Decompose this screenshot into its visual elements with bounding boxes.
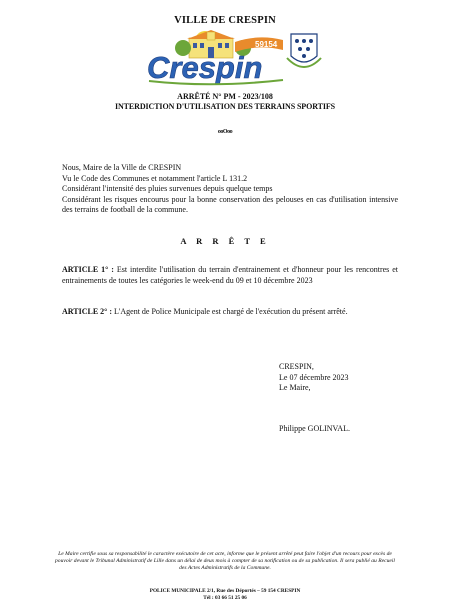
preamble-line: Nous, Maire de la Ville de CRESPIN — [62, 163, 182, 172]
signature-block — [279, 362, 349, 394]
signature-role: Le Maire, — [279, 383, 311, 392]
town-name: VILLE DE CRESPIN — [174, 15, 276, 26]
preamble-line: Considérant l'intensité des pluies survenues depuis quelque temps — [62, 184, 273, 193]
preamble-line: Vu le Code des Communes et notamment l'article L 131.2 — [62, 173, 248, 183]
decree-heading: A R R Ê T E — [180, 236, 270, 246]
legal-notice: Le Maire certifie sous sa responsabilité le caractère exécutoire de cet acte, informe que le présent arrêté peut faire l'objet d'un recours pour excès de pouvoir devant le Tribunal Administratif de Lille dans un délai de deux mois à compter de sa notification ou de sa publication. Il sera publié au Recueil des Actes Administratifs de la Commune. — [55, 551, 395, 572]
footer-phone: Tél : 03 66 51 25 06 — [203, 594, 247, 601]
footer-contact — [0, 588, 450, 601]
logo-postcode: 59154 — [255, 40, 278, 49]
article-text: L'Agent de Police Municipale est chargé de l'exécution du présent arrêté. — [112, 307, 348, 316]
article-1 — [62, 265, 398, 286]
article-label: ARTICLE 2° : — [62, 307, 113, 316]
ornament-divider: ooOoo — [217, 129, 233, 135]
arrete-title: INTERDICTION D'UTILISATION DES TERRAINS SPORTIFS — [114, 102, 336, 111]
signature-date: Le 07 décembre 2023 — [279, 372, 349, 382]
article-2 — [62, 307, 398, 318]
logo-wordmark: Crespin — [147, 50, 263, 85]
signatory-name: Philippe GOLINVAL. — [279, 424, 350, 433]
footer-address: POLICE MUNICIPALE 2/1, Rue des Déportés – 59 154 CRESPIN — [149, 588, 301, 594]
signature-place: CRESPIN, — [279, 362, 314, 371]
coat-of-arms-icon — [287, 34, 321, 67]
arrete-number: ARRÊTÉ N° PM - 2023/108 — [177, 92, 273, 101]
article-text: Est interdite l'utilisation du terrain d'entrainement et d'honneur pour les rencontres et entrainements de toutes les catégories le week-end du 09 et 10 décembre 2023 — [62, 265, 398, 285]
preamble — [62, 163, 398, 216]
crespin-logo — [143, 28, 323, 88]
article-label: ARTICLE 1° : — [62, 265, 114, 274]
preamble-line: Considérant les risques encourus pour la bonne conservation des pelouses en cas d'utilisation intensive des terrains de football de la commune. — [62, 194, 398, 214]
